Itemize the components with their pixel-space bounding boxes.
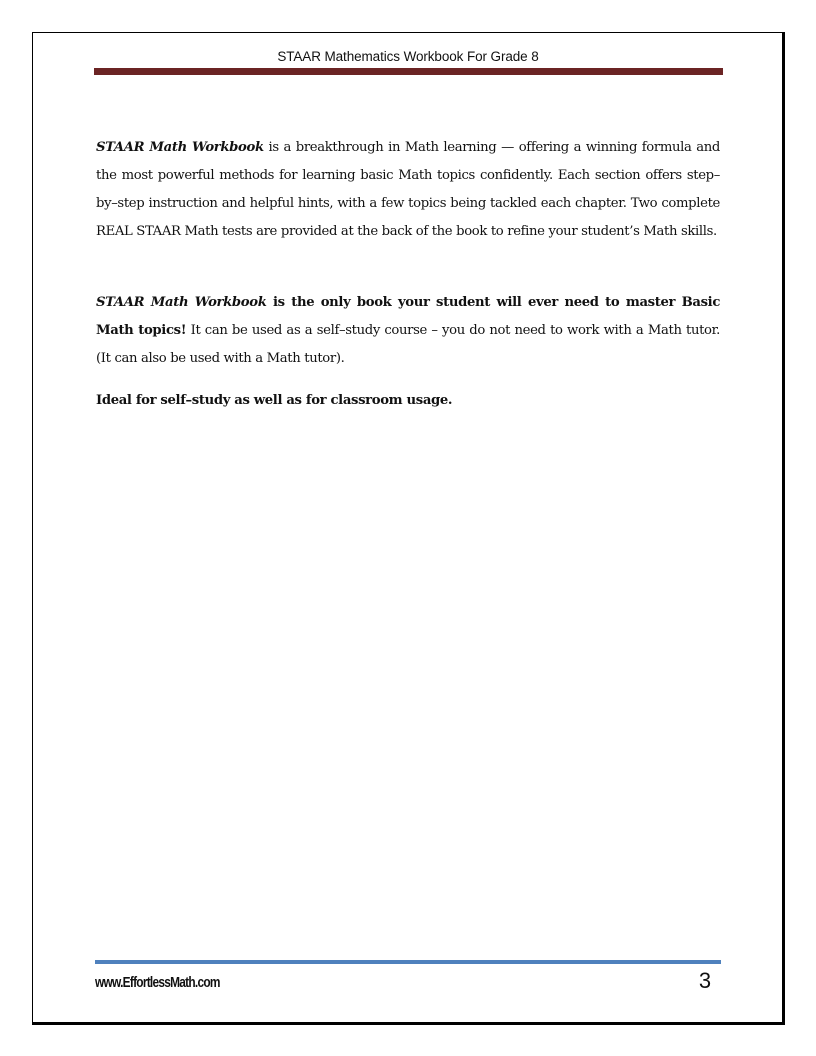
usage-paragraph-text: It can be used as a self–study course – you do not need to work with a Math tutor. (It can also be used with a Math tutor). (96, 323, 720, 366)
ideal-paragraph-bold: Ideal for self–study as well as for classroom usage. (96, 393, 453, 408)
intro-paragraph (96, 134, 720, 246)
usage-paragraph-bold: is the only book your student will ever need to master Basic Math topics! (96, 295, 720, 338)
book-title-emphasis: STAAR Math Workbook (96, 140, 264, 155)
book-title-emphasis: STAAR Math Workbook (96, 295, 267, 310)
ideal-paragraph (96, 387, 720, 415)
header-rule (94, 68, 723, 75)
running-header-title: STAAR Mathematics Workbook For Grade 8 (277, 49, 539, 64)
footer-rule (95, 960, 721, 964)
page-number: 3 (698, 968, 712, 993)
usage-paragraph (96, 289, 720, 373)
intro-paragraph-text: is a breakthrough in Math learning — offering a winning formula and the most powerful methods for learning basic Math topics confidently. Each section offers step–by–step instruction and helpful hints, with a few topics being tackled each chapter. Two complete REAL STAAR Math tests are provided at the back of the book to refine your student’s Math skills. (96, 140, 720, 239)
footer-website-link[interactable]: www.EffortlessMath.com (95, 975, 220, 991)
